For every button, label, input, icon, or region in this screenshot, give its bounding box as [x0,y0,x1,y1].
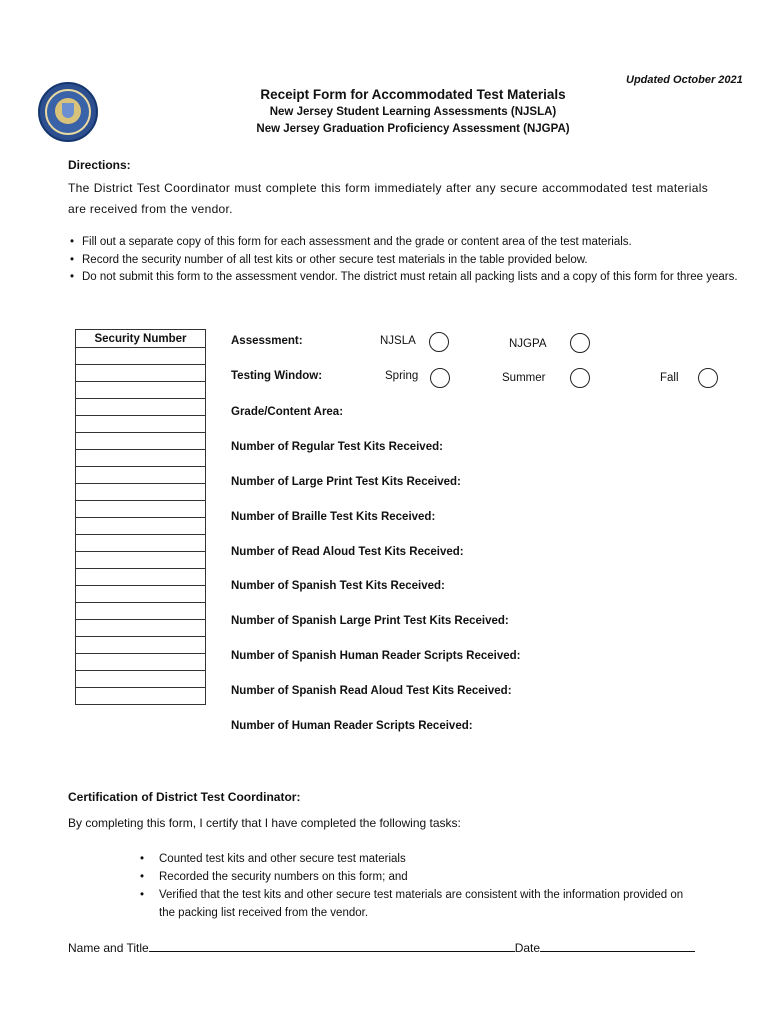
security-number-cell[interactable] [76,484,206,501]
braille-kits-label: Number of Braille Test Kits Received: [231,511,436,523]
security-number-row [76,671,206,688]
security-number-header: Security Number [76,330,206,348]
njgpa-radio[interactable] [570,333,590,353]
certification-item: • Recorded the security numbers on this form; and [140,868,700,886]
spanish-read-aloud-kits-label: Number of Spanish Read Aloud Test Kits Received: [231,685,512,697]
security-number-cell[interactable] [76,518,206,535]
assessment-label: Assessment: [231,335,303,347]
testing-window-label: Testing Window: [231,370,323,382]
spring-radio[interactable] [430,368,450,388]
security-number-row [76,399,206,416]
date-label: Date [514,941,541,955]
certification-heading: Certification of District Test Coordinator: [68,790,301,804]
regular-kits-label: Number of Regular Test Kits Received: [231,441,443,453]
security-number-cell[interactable] [76,535,206,552]
directions-bullet: • Do not submit this form to the assessment vendor. The district must retain all packing lists and a copy of this form for three years. [70,269,750,287]
human-reader-scripts-label: Number of Human Reader Scripts Received: [231,720,473,732]
option-spring-label: Spring [385,370,419,382]
signature-line [68,939,695,955]
security-number-row [76,569,206,586]
security-number-row [76,450,206,467]
security-number-cell[interactable] [76,671,206,688]
security-number-cell[interactable] [76,688,206,705]
updated-date: Updated October 2021 [626,74,743,86]
security-number-row [76,535,206,552]
subtitle-njsla: New Jersey Student Learning Assessments (NJSLA) [269,106,557,118]
security-number-cell[interactable] [76,433,206,450]
security-number-cell[interactable] [76,467,206,484]
date-field[interactable] [540,939,695,952]
page-title: Receipt Form for Accommodated Test Materials [260,87,566,102]
security-number-cell[interactable] [76,620,206,637]
name-title-label: Name and Title [68,941,149,955]
security-number-row [76,501,206,518]
certification-list [140,850,700,922]
security-number-cell[interactable] [76,399,206,416]
fall-radio[interactable] [698,368,718,388]
certification-item: • Counted test kits and other secure test materials [140,850,700,868]
spanish-human-reader-scripts-label: Number of Spanish Human Reader Scripts Received: [231,650,521,662]
security-number-row [76,620,206,637]
read-aloud-kits-label: Number of Read Aloud Test Kits Received: [231,546,464,558]
option-summer-label: Summer [502,372,546,384]
security-number-row [76,552,206,569]
security-number-cell[interactable] [76,365,206,382]
security-number-row [76,518,206,535]
directions-list [70,234,750,287]
security-number-cell[interactable] [76,637,206,654]
directions-bullet: • Record the security number of all test kits or other secure test materials in the table provided below. [70,252,750,270]
security-number-row [76,416,206,433]
certification-intro: By completing this form, I certify that I have completed the following tasks: [68,816,461,830]
name-title-field[interactable] [149,939,515,952]
security-number-cell[interactable] [76,450,206,467]
security-number-cell[interactable] [76,348,206,365]
directions-text: The District Test Coordinator must complete this form immediately after any secure accommodated test materials are received from the vendor. [68,181,708,216]
option-njsla-label: NJSLA [380,335,416,347]
large-print-kits-label: Number of Large Print Test Kits Received: [231,476,461,488]
security-number-row [76,637,206,654]
security-number-row [76,365,206,382]
security-number-row [76,688,206,705]
spanish-large-print-kits-label: Number of Spanish Large Print Test Kits Received: [231,615,509,627]
security-number-cell[interactable] [76,416,206,433]
certification-item: • Verified that the test kits and other secure test materials are consistent with the information provided on the packing list received from the vendor. [140,886,700,922]
grade-content-area-label: Grade/Content Area: [231,406,344,418]
security-number-row [76,484,206,501]
security-number-row [76,654,206,671]
security-number-row [76,467,206,484]
security-number-cell[interactable] [76,382,206,399]
option-njgpa-label: NJGPA [509,338,547,350]
summer-radio[interactable] [570,368,590,388]
security-number-cell[interactable] [76,552,206,569]
security-number-table [75,329,206,705]
security-number-row [76,348,206,365]
option-fall-label: Fall [660,372,679,384]
directions-bullet: • Fill out a separate copy of this form for each assessment and the grade or content area of the test materials. [70,234,750,252]
njsla-radio[interactable] [429,332,449,352]
security-number-cell[interactable] [76,603,206,620]
security-number-cell[interactable] [76,501,206,518]
spanish-kits-label: Number of Spanish Test Kits Received: [231,580,445,592]
security-number-cell[interactable] [76,569,206,586]
security-number-row [76,603,206,620]
security-number-cell[interactable] [76,654,206,671]
security-number-row [76,382,206,399]
security-number-row [76,586,206,603]
subtitle-njgpa: New Jersey Graduation Proficiency Assessment (NJGPA) [256,123,570,135]
security-number-cell[interactable] [76,586,206,603]
directions-heading: Directions: [68,158,131,172]
security-number-row [76,433,206,450]
